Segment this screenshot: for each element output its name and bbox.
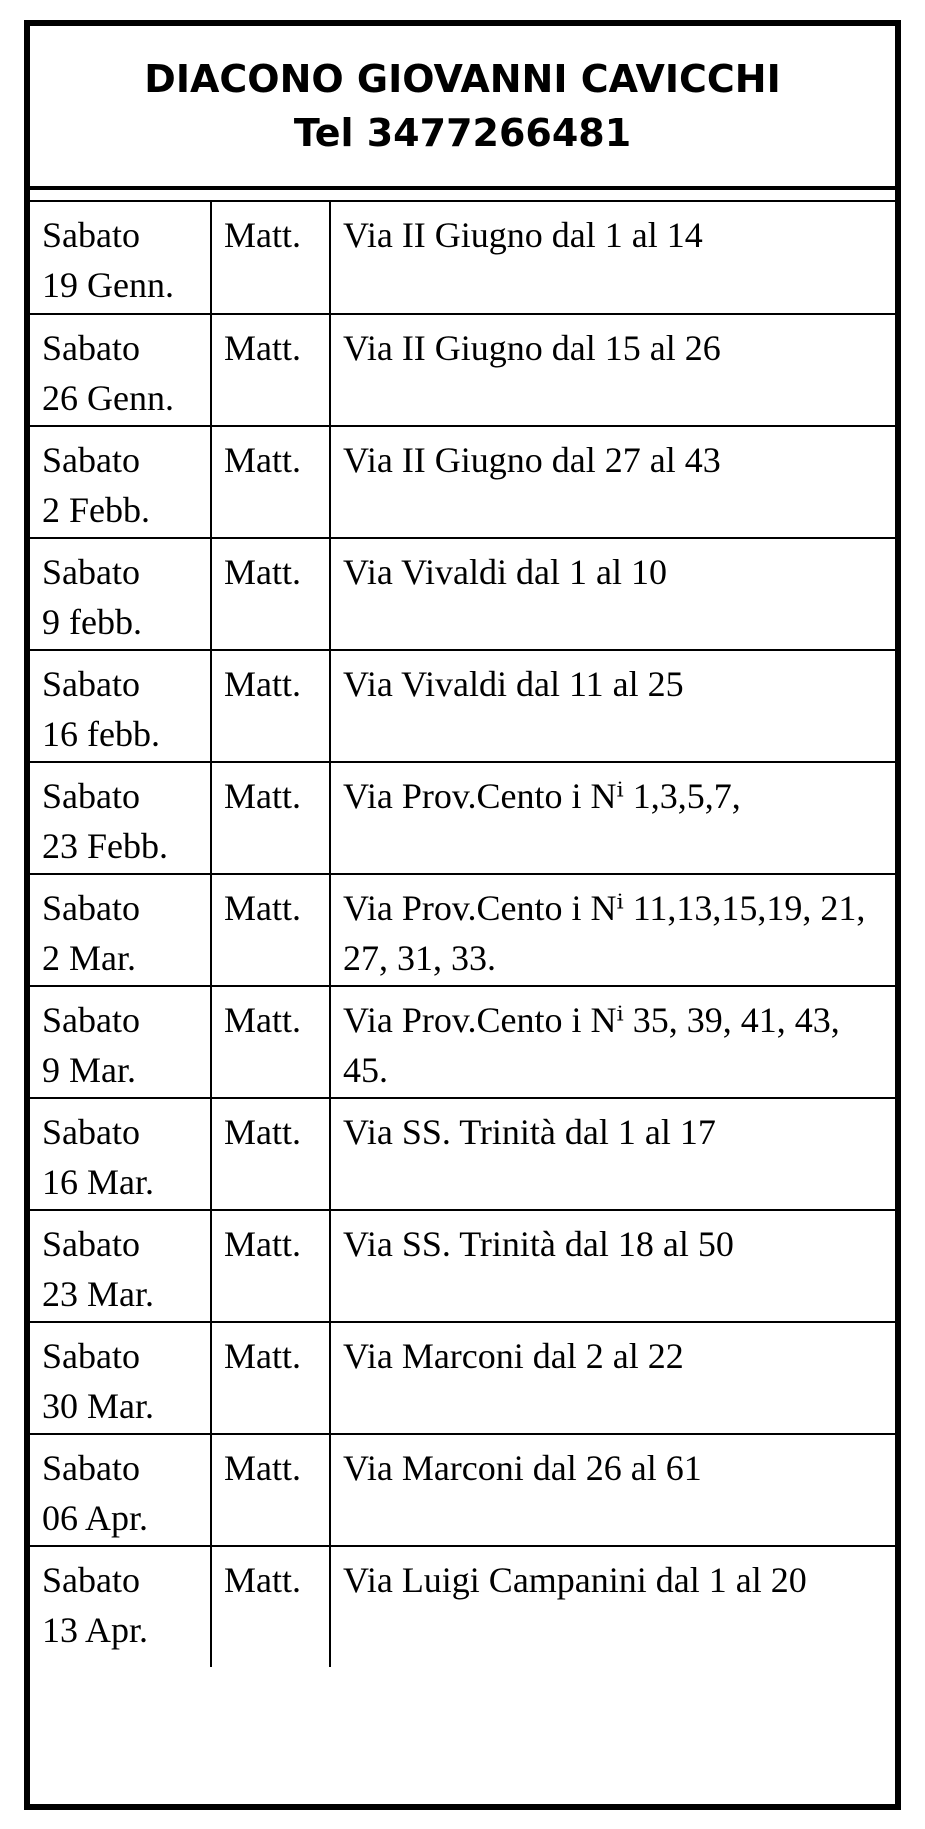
table-row [30, 1322, 895, 1434]
date-cell [30, 314, 211, 426]
date-label: 2 Febb. [42, 490, 150, 530]
phone-number: Tel 3477266481 [293, 111, 632, 155]
table-row [30, 1098, 895, 1210]
time-cell: Matt. [211, 650, 330, 762]
time-cell: Matt. [211, 314, 330, 426]
weekday-label: Sabato [42, 1560, 140, 1600]
date-cell [30, 538, 211, 650]
table-row [30, 202, 895, 314]
weekday-label: Sabato [42, 1000, 140, 1040]
weekday-label: Sabato [42, 1112, 140, 1152]
time-cell: Matt. [211, 1210, 330, 1322]
table-row [30, 1210, 895, 1322]
time-cell: Matt. [211, 426, 330, 538]
weekday-label: Sabato [42, 1448, 140, 1488]
date-cell [30, 1210, 211, 1322]
address-cell: Via Vivaldi dal 1 al 10 [330, 538, 895, 650]
weekday-label: Sabato [42, 215, 140, 255]
address-cell: Via Marconi dal 2 al 22 [330, 1322, 895, 1434]
header-divider [30, 190, 895, 202]
time-cell: Matt. [211, 1434, 330, 1546]
address-cell: Via II Giugno dal 1 al 14 [330, 202, 895, 314]
table-row [30, 762, 895, 874]
schedule-table [30, 202, 895, 1667]
address-cell: Via II Giugno dal 15 al 26 [330, 314, 895, 426]
date-cell [30, 1434, 211, 1546]
date-label: 9 febb. [42, 602, 142, 642]
time-cell: Matt. [211, 202, 330, 314]
time-cell: Matt. [211, 762, 330, 874]
date-label: 23 Mar. [42, 1274, 154, 1314]
date-cell [30, 1322, 211, 1434]
table-row [30, 650, 895, 762]
time-cell: Matt. [211, 986, 330, 1098]
time-cell: Matt. [211, 1546, 330, 1667]
address-cell: Via Prov.Cento i Nⁱ 11,13,15,19, 21, 27, 31, 33. [330, 874, 895, 986]
address-cell: Via Prov.Cento i Nⁱ 1,3,5,7, [330, 762, 895, 874]
date-cell [30, 986, 211, 1098]
date-label: 13 Apr. [42, 1610, 149, 1650]
address-cell: Via Prov.Cento i Nⁱ 35, 39, 41, 43, 45. [330, 986, 895, 1098]
date-label: 16 Mar. [42, 1162, 154, 1202]
date-cell [30, 426, 211, 538]
table-row [30, 986, 895, 1098]
time-cell: Matt. [211, 874, 330, 986]
date-cell [30, 874, 211, 986]
date-label: 06 Apr. [42, 1498, 149, 1538]
date-label: 26 Genn. [42, 378, 174, 418]
date-cell [30, 762, 211, 874]
address-cell: Via Vivaldi dal 11 al 25 [330, 650, 895, 762]
address-cell: Via SS. Trinità dal 1 al 17 [330, 1098, 895, 1210]
weekday-label: Sabato [42, 776, 140, 816]
table-row [30, 1434, 895, 1546]
table-row [30, 1546, 895, 1667]
weekday-label: Sabato [42, 888, 140, 928]
date-cell [30, 650, 211, 762]
time-cell: Matt. [211, 538, 330, 650]
schedule-sheet [24, 20, 901, 1810]
deacon-name: DIACONO GIOVANNI CAVICCHI [144, 57, 781, 101]
table-row [30, 314, 895, 426]
date-label: 2 Mar. [42, 938, 136, 978]
date-label: 16 febb. [42, 714, 160, 754]
time-cell: Matt. [211, 1322, 330, 1434]
address-cell: Via SS. Trinità dal 18 al 50 [330, 1210, 895, 1322]
date-cell [30, 1098, 211, 1210]
header [30, 26, 895, 190]
date-cell [30, 1546, 211, 1667]
weekday-label: Sabato [42, 328, 140, 368]
date-label: 30 Mar. [42, 1386, 154, 1426]
address-cell: Via Marconi dal 26 al 61 [330, 1434, 895, 1546]
weekday-label: Sabato [42, 1224, 140, 1264]
table-row [30, 538, 895, 650]
address-cell: Via II Giugno dal 27 al 43 [330, 426, 895, 538]
weekday-label: Sabato [42, 552, 140, 592]
time-cell: Matt. [211, 1098, 330, 1210]
address-cell: Via Luigi Campanini dal 1 al 20 [330, 1546, 895, 1667]
date-label: 23 Febb. [42, 826, 168, 866]
weekday-label: Sabato [42, 664, 140, 704]
date-label: 9 Mar. [42, 1050, 136, 1090]
schedule-rows [30, 202, 895, 1667]
weekday-label: Sabato [42, 440, 140, 480]
table-row [30, 426, 895, 538]
date-label: 19 Genn. [42, 265, 174, 305]
weekday-label: Sabato [42, 1336, 140, 1376]
table-row [30, 874, 895, 986]
date-cell [30, 202, 211, 314]
